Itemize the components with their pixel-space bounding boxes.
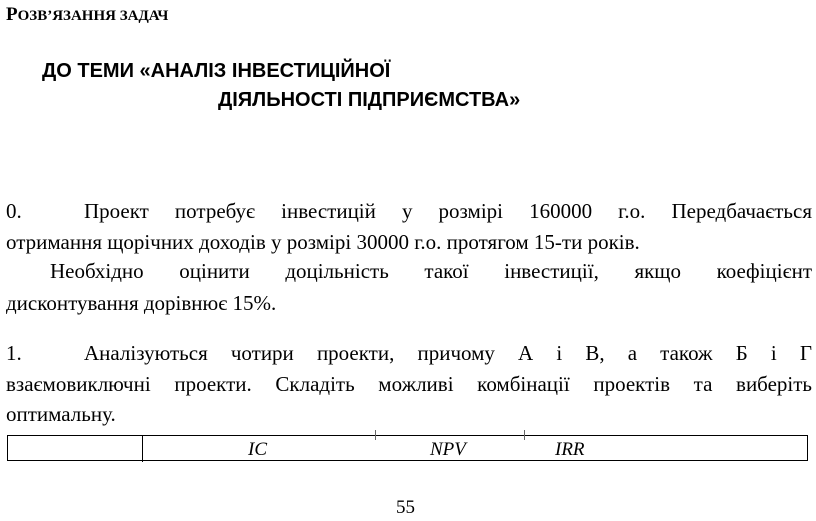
- table-column-tick: [375, 430, 376, 440]
- section-header-rest: ОЗВ’ЯЗАННЯ ЗАДАЧ: [17, 8, 169, 24]
- table-header-ic: IC: [248, 439, 267, 460]
- topic-title-line-2: ДІЯЛЬНОСТІ ПІДПРИЄМСТВА»: [218, 89, 521, 111]
- problem-0-line-4: дисконтування дорівнює 15%.: [6, 291, 277, 315]
- problem-0-number: 0.: [6, 199, 22, 223]
- table-header-npv: NPV: [430, 439, 466, 460]
- problem-0-line-1: [6, 195, 812, 228]
- projects-table: [7, 435, 808, 461]
- problem-1-number: 1.: [6, 341, 22, 365]
- problem-1-line-1: [6, 337, 812, 370]
- table-header-irr: IRR: [555, 439, 585, 460]
- page-number: 55: [396, 497, 415, 518]
- problem-1-text-1: Аналізуються чотири проекти, причому А і В, а також Б і Г: [84, 341, 812, 365]
- problem-0-line-2: отримання щорічних доходів у розмірі 30000 г.о. протягом 15-ти років.: [6, 230, 640, 254]
- table-column-divider: [142, 436, 143, 462]
- topic-title-line-1: ДО ТЕМИ «АНАЛІЗ ІНВЕСТИЦІЙНОЇ: [42, 60, 391, 82]
- problem-1-line-3: оптимальну.: [6, 402, 116, 426]
- problem-0-line-3: Необхідно оцінити доцільність такої інвестиції, якщо коефіцієнт: [50, 259, 812, 283]
- table-column-tick: [524, 430, 525, 440]
- section-header-initial: Р: [6, 4, 18, 25]
- section-header: [6, 4, 168, 26]
- problem-1-line-2: взаємовиключні проекти. Складіть можливі комбінації проектів та виберіть: [6, 372, 812, 396]
- problem-0-text-1: Проект потребує інвестицій у розмірі 160000 г.о. Передбачається: [84, 199, 812, 223]
